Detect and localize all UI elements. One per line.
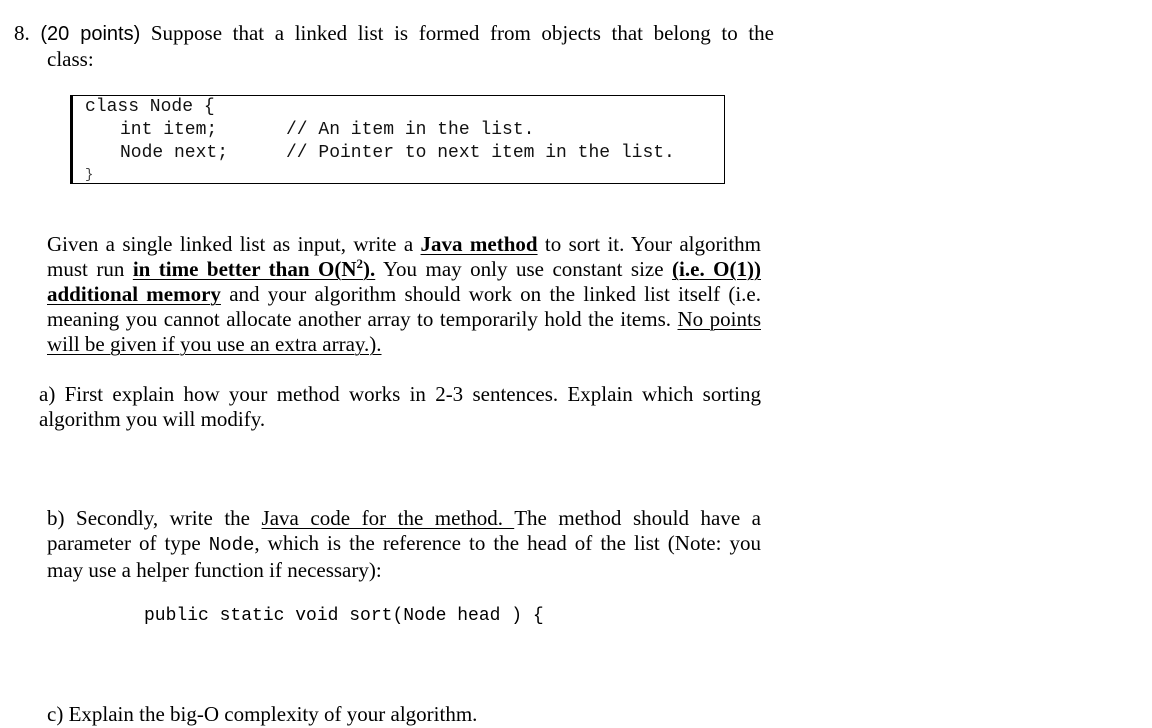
code-line-next-field: Node next; (120, 143, 229, 163)
no-points-warning: No points (677, 307, 761, 331)
text-span: Given a single linked list as input, write a (47, 232, 421, 256)
part-a (39, 382, 761, 432)
text-span: in time better than O(N (132, 257, 357, 281)
additional-memory-emphasis: additional memory (47, 282, 221, 306)
question-header (14, 21, 774, 72)
java-method-emphasis: Java method (420, 232, 538, 256)
instructions-line-1 (47, 232, 761, 257)
instructions-line-2 (47, 257, 761, 282)
question-intro-continuation: class: (47, 47, 94, 71)
java-code-emphasis: Java code for the method. (261, 506, 515, 530)
code-line-class-decl: class Node { (85, 97, 215, 117)
instructions-paragraph (47, 232, 761, 357)
text-span: b) Secondly, write the (47, 506, 262, 530)
text-span: ). (363, 257, 376, 281)
node-type-code: Node (208, 534, 255, 556)
text-span: must run (47, 257, 133, 281)
code-line-item-field: int item; (120, 120, 218, 140)
superscript: 2 (356, 256, 363, 271)
instructions-line-3 (47, 282, 761, 307)
part-b-line-2 (47, 531, 761, 558)
question-line-1 (14, 21, 774, 47)
part-b-line-3: may use a helper function if necessary): (47, 558, 382, 582)
time-requirement-emphasis (133, 257, 375, 281)
node-class-code-box (72, 95, 725, 184)
part-a-line-1: a) First explain how your method works in 2-3 sentences. Explain which sorting (39, 382, 761, 406)
text-span: , which is the reference to the head of the list (Note: you (254, 531, 761, 555)
part-c: c) Explain the big-O complexity of your algorithm. (47, 702, 478, 726)
question-points: (20 points) (40, 23, 141, 45)
instructions-line-5 (47, 332, 761, 357)
question-number: 8. (14, 21, 30, 45)
part-b-line-1 (47, 506, 761, 531)
text-span: parameter of type (47, 531, 209, 555)
part-b (47, 506, 761, 583)
memory-requirement-emphasis: (i.e. O(1)) (672, 257, 761, 281)
part-a-line-2: algorithm you will modify. (39, 407, 266, 431)
code-comment-next: // Pointer to next item in the list. (286, 143, 675, 163)
instructions-line-4 (47, 307, 761, 332)
text-span: meaning you cannot allocate another array to temporarily hold the items. (47, 307, 678, 331)
text-span: to sort it. Your algorithm (537, 232, 762, 256)
text-span: You may only use constant size (375, 257, 673, 281)
code-comment-item: // An item in the list. (286, 120, 535, 140)
method-signature: public static void sort(Node head ) { (144, 606, 544, 626)
code-line-close-brace: } (85, 167, 94, 183)
no-points-warning-continued: will be given if you use an extra array.). (47, 332, 382, 356)
question-intro: Suppose that a linked list is formed from objects that belong to the (150, 21, 774, 45)
text-span: The method should have a (514, 506, 762, 530)
text-span: and your algorithm should work on the linked list itself (i.e. (220, 282, 761, 306)
